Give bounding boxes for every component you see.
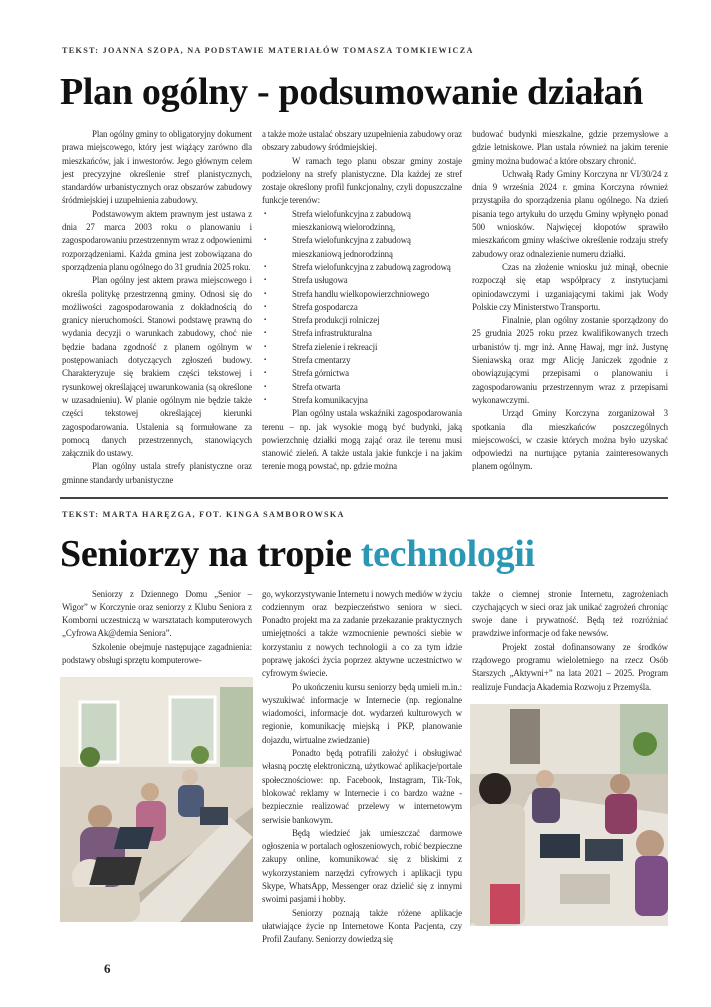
paragraph: Seniorzy z Dziennego Domu „Senior – Wigor” w Korczynie oraz seniorzy z Klubu Seniora z Komborni uczestniczą w warsztatach komputerowych „Cyfrowa Ak@demia Seniora”. bbox=[62, 588, 252, 639]
article1-column-2 bbox=[262, 128, 462, 487]
paragraph: Plan ogólny gminy to obligatoryjny dokument prawa miejscowego, który jest wiążący zarówno dla mieszkańców, jak i inwestorów. Jego głównym celem jest precyzyjne określenie stref planistycznych, standardów urbanistycznych oraz obszarów zabudowy śródmiejskiej i uzupełnienia zabudowy. bbox=[62, 129, 252, 206]
photo-seniors-classroom-right bbox=[470, 704, 668, 926]
list-item: ▪ Strefa handlu wielkopowierzchniowego bbox=[262, 288, 462, 301]
list-item: ▪ Strefa wielofunkcyjna z zabudową zagrodową bbox=[262, 261, 462, 274]
zones-list bbox=[262, 208, 462, 407]
page-number: 6 bbox=[104, 960, 111, 976]
paragraph: Uchwałą Rady Gminy Korczyna nr VI/30/24 z dnia 9 września 2024 r. gmina Korczyna również przystąpiła do sporządzenia planu ogólnego. Na dzień pisania tego artykułu do urzędu Gminy wpłynęło ponad 500 wniosków. Najwięcej kłopotów sprawiło mieszkańcom gminy właściwe określenie rodzaju strefy zabudowy oraz odnalezienie numeru działki. bbox=[472, 168, 668, 259]
article2-columns bbox=[62, 588, 668, 947]
paragraph: Plan ogólny ustala wskaźniki zagospodarowania terenu – np. jak wysokie mogą być budynki, jaką powierzchnię działki mogą zająć oraz ile terenu musi stanowić zieleń. A także ustala jakie funkcje i na jakim terenie mogą powstać, np. gdzie można bbox=[262, 408, 462, 472]
paragraph: Podstawowym aktem prawnym jest ustawa z dnia 27 marca 2003 roku o planowaniu i zagospodarowaniu przestrzennym wraz z odpowienimi rozporządzeniami. Każda gmina jest zobowiązana do sporządzenia planu ogólnego do 31 grudnia 2025 roku. bbox=[62, 208, 252, 272]
article2-column-2 bbox=[262, 588, 462, 947]
byline-article1: TEKST: JOANNA SZOPA, NA PODSTAWIE MATERIAŁÓW TOMASZA TOMKIEWICZA bbox=[62, 46, 474, 55]
paragraph: Czas na złożenie wniosku już minął, obecnie rozpoczął się etap współpracy z instytucjami opiniodawczymi i uzganiającymi takimi jak Wody Polskie czy Ministerstwo Transportu. bbox=[472, 261, 668, 312]
list-item: ▪ Strefa usługowa bbox=[262, 274, 462, 287]
list-item: ▪ Strefa cmentarzy bbox=[262, 354, 462, 367]
paragraph: Plan ogólny ustala strefy planistyczne oraz gminne standardy urbanistyczne bbox=[62, 461, 252, 485]
article2-column-1 bbox=[62, 588, 252, 668]
list-item: ▪ Strefa zielenie i rekreacji bbox=[262, 341, 462, 354]
title-accent: technologii bbox=[360, 532, 535, 575]
article2-column-1-wrapper bbox=[62, 588, 252, 947]
paragraph: Po ukończeniu kursu seniorzy będą umieli m.in.: wyszukiwać informacje w Internecie (np. regionalne wiadomości, informacje dot. wydarzeń kulturowych w regionie, komunikację miejską i PKP, planowanie dojazdu, wirtualne zwiedzanie) bbox=[262, 681, 462, 745]
paragraph: Ponadto będą potrafili założyć i obsługiwać własną pocztę elektroniczną, użytkować aplikacje/portale społecznościowe: np. Facebook, Instagram, Tik-Tok, blokować reklamy w Internecie i co bardzo ważne - bezpiecznie realizować przelewy w internetowym serwisie bankowym. bbox=[262, 748, 462, 825]
article1-title: Plan ogólny - podsumowanie działań bbox=[60, 71, 644, 113]
paragraph: Urząd Gminy Korczyna zorganizował 3 spotkania dla mieszkańców poszczególnych miejscowości, w czasie których można było uzyskać odpowiedzi na nurtujące pytania zainteresowanych planem ogólnym. bbox=[472, 408, 668, 472]
list-item: ▪ Strefa wielofunkcyjna z zabudową mieszkaniową jednorodzinną bbox=[262, 234, 462, 261]
list-item: ▪ Strefa górnictwa bbox=[262, 367, 462, 380]
paragraph: Będą wiedzieć jak umieszczać darmowe ogłoszenia w portalach ogłoszeniowych, robić bezpieczne zakupy online, komunikować się z bliskimi z wykorzystaniem narzędzi cyfrowych i aplikacji typu Skype, WhatsApp, Messenger oraz dzielić się z innymi swoimi pasjami i hobby. bbox=[262, 827, 462, 905]
article1-columns bbox=[62, 128, 668, 487]
page-content bbox=[60, 0, 668, 977]
byline-article2: TEKST: MARTA HARĘZGA, FOT. KINGA SAMBOROWSKA bbox=[62, 509, 345, 519]
list-item: ▪ Strefa gospodarcza bbox=[262, 301, 462, 314]
article1-column-1 bbox=[62, 128, 252, 487]
list-item: ▪ Strefa wielofunkcyjna z zabudową mieszkaniową wielorodzinną, bbox=[262, 208, 462, 235]
paragraph: W ramach tego planu obszar gminy zostaje podzielony na strefy planistyczne. Dla każdej ze stref zostaje określony profil funkcjonalny, czyli dopuszczalne funkcje terenów: bbox=[262, 155, 462, 206]
title-main: Seniorzy na tropie bbox=[60, 532, 352, 575]
list-item: ▪ Strefa otwarta bbox=[262, 381, 462, 394]
article2-column-3 bbox=[472, 588, 668, 694]
paragraph: Seniorzy poznają także różene aplikacje ułatwiające życie np Internetowe Konta Pacjenta, czy Profil Zaufany. Seniorzy dowiedzą się bbox=[262, 907, 462, 945]
photo-seniors-classroom-left bbox=[60, 677, 253, 922]
article1-column-3 bbox=[472, 128, 668, 487]
article2-title bbox=[60, 532, 668, 576]
paragraph: Finalnie, plan ogólny zostanie sporządzony do 25 grudnia 2025 roku przez kwalifikowanych trzech urbanistów tj. mgr inż. Annę Hawaj, mgr inż. Justynę Sieniawską oraz mgr Alicję Janiczek zgodnie z obowiązującymi przepisami o planowaniu i zagospodarowaniu przestrzennym wraz z przepisami wykonawczymi. bbox=[472, 315, 668, 405]
paragraph: go, wykorzystywanie Internetu i nowych mediów w życiu codziennym oraz bezpieczeństwo seniora w sieci. Ponadto projekt ma za zadanie przekazanie praktycznych umiejętności a także wzmocnienie pewności siebie w korzystaniu z nowych technologii a co za tym idzie poprawę jakości życia poprzez aktywne uczestnictwo w cyfrowym świecie. bbox=[262, 588, 462, 679]
article2-column-3-wrapper bbox=[472, 588, 668, 947]
paragraph: Plan ogólny jest aktem prawa miejscowego i określa politykę przestrzenną gminy. Odnosi się do możliwości zagospodarowania z dokładnością do granicy nieruchomości. Stanowi podstawę prawną do wydania decyzji o warunkach zabudowy, choć nie będzie badana zgodność z planem ogólnym w postępowaniach dotyczących zgłoszeń budowy. Charakteryzuje się brakiem części tekstowej i rysunkowej określającej uwarunkowania (są określone w uzasadnieniu). W planie ogólnym nie będzie także części tekstowej określającej kierunki zagospodarowania. Ustalenia są formułowane za pomocą danych przestrzennych, stanowiących załącznik do ustawy. bbox=[62, 275, 252, 459]
list-item: ▪ Strefa komunikacyjna bbox=[262, 394, 462, 407]
paragraph: Szkolenie obejmuje następujące zagadnienia: podstawy obsługi sprzętu komputerowe- bbox=[62, 641, 252, 665]
article-divider bbox=[60, 497, 668, 499]
list-item: ▪ Strefa produkcji rolniczej bbox=[262, 314, 462, 327]
paragraph: także o ciemnej stronie Internetu, zagrożeniach czychających w sieci oraz jak unikać zagrożeń chroniąc swoje dane i prywatność. Będą też rozróżniać prawdziwe informacje od fake newsów. bbox=[472, 588, 668, 639]
paragraph: Projekt został dofinansowany ze środków rządowego programu wieloletniego na rzecz Osób Starszych „Aktywni+” na lata 2021 – 2025. Program realizuje Fundacja Akademia Rozwoju z Przemyśla. bbox=[472, 641, 668, 692]
list-item: ▪ Strefa infrastrukturalna bbox=[262, 327, 462, 340]
paragraph: budować budynki mieszkalne, gdzie przemysłowe a gdzie letniskowe. Plan ustala również na jakim terenie gminy można budować a które obszary chronić. bbox=[472, 129, 668, 166]
paragraph: a także może ustalać obszary uzupełnienia zabudowy oraz obszary zabudowy śródmiejskiej. bbox=[262, 129, 462, 153]
